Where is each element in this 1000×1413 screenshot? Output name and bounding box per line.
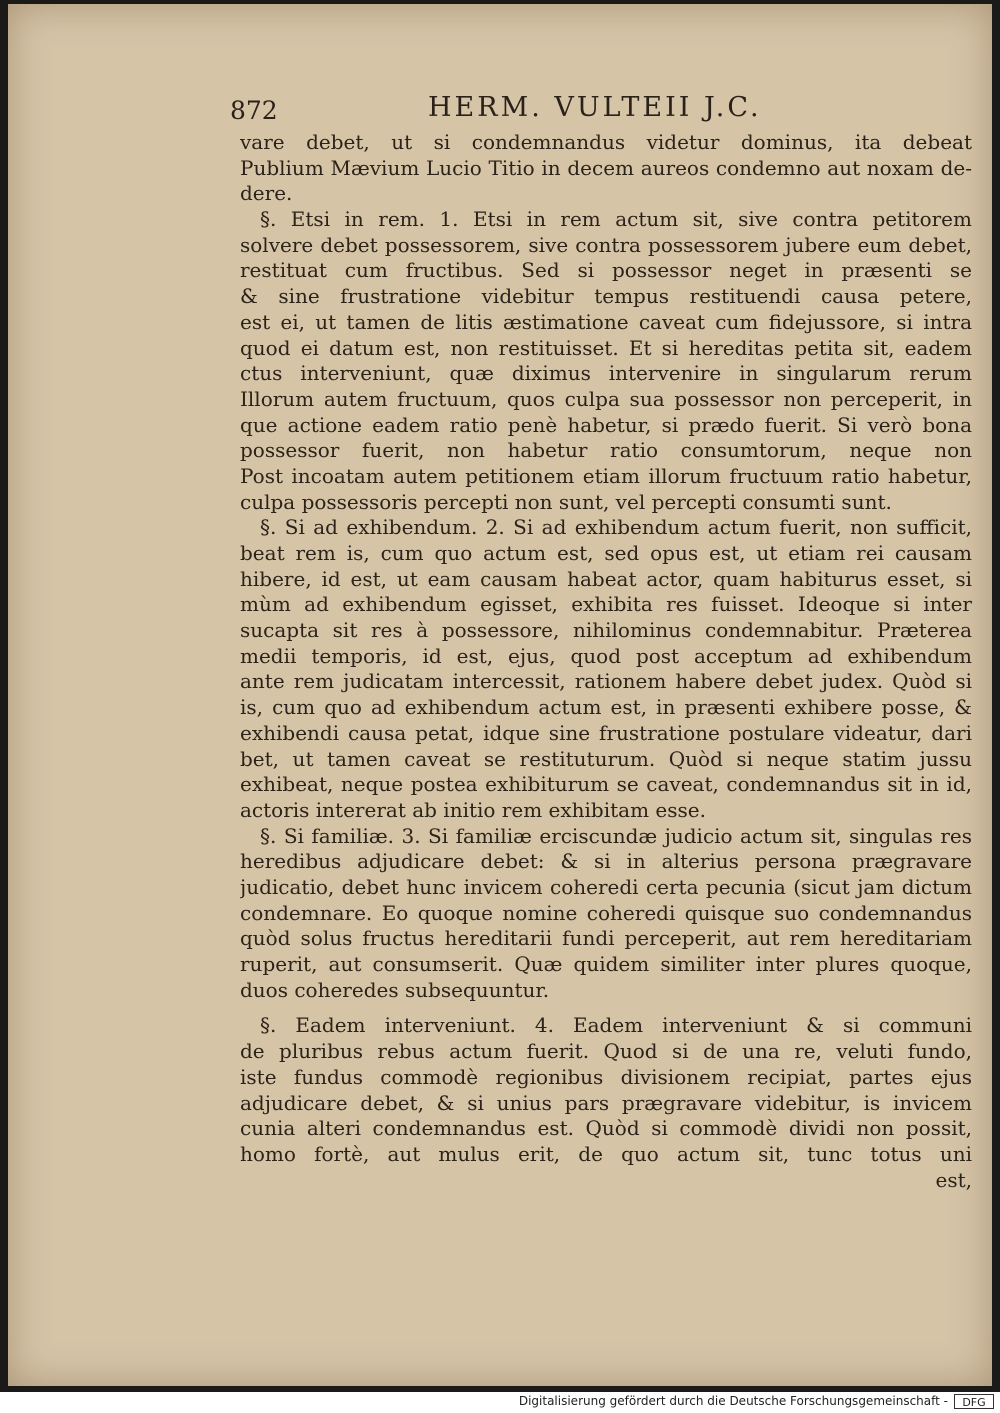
text-line: que actione eadem ratio penè habetur, si prædo fuerit. Si verò bona xyxy=(240,412,972,437)
text-line: iste fundus commodè regionibus divisionem recipiat, partes ejus xyxy=(240,1064,972,1089)
text-line: Publium Mævium Lucio Titio in decem aureos condemno aut noxam de- xyxy=(240,155,972,180)
text-line: §. Si ad exhibendum. 2. Si ad exhibendum actum fuerit, non sufficit, xyxy=(260,515,972,540)
text-line: duos coheredes subsequuntur. xyxy=(240,977,550,1002)
text-line: ruperit, aut consumserit. Quæ quidem similiter inter plures quoque, xyxy=(240,952,972,977)
text-line: hibere, id est, ut eam causam habeat actor, quam habiturus esset, si xyxy=(240,566,972,591)
body-text xyxy=(240,130,972,1193)
text-line: exhibeat, neque postea exhibiturum se caveat, condemnandus sit in id, xyxy=(240,772,972,797)
text-line: bet, ut tamen caveat se restituturum. Quòd si neque statim jussu xyxy=(240,746,972,771)
text-line: ante rem judicatam intercessit, rationem habere debet judex. Quòd si xyxy=(240,669,972,694)
text-line: vare debet, ut si condemnandus videtur dominus, ita debeat xyxy=(240,130,972,154)
text-line: beat rem is, cum quo actum est, sed opus est, ut etiam rei causam xyxy=(240,541,972,566)
text-line: sucapta sit res à possessore, nihilominus condemnabitur. Præterea xyxy=(240,618,972,643)
text-line: actoris intererat ab initio rem exhibitam esse. xyxy=(240,797,706,822)
text-line: solvere debet possessorem, sive contra possessorem jubere eum debet, xyxy=(240,232,972,257)
text-line: restituat cum fructibus. Sed si possessor neget in præsenti se xyxy=(240,258,972,283)
text-line: ctus interveniunt, quæ diximus intervenire in singularum rerum xyxy=(240,361,972,386)
paragraph-gap xyxy=(240,1003,972,1013)
text-line: & sine frustratione videbitur tempus restituendi causa petere, xyxy=(240,284,972,309)
text-line: possessor fuerit, non habetur ratio consumtorum, neque non xyxy=(240,438,972,463)
text-line: §. Eadem interveniunt. 4. Eadem interveniunt & si communi xyxy=(260,1013,972,1038)
footer-bar xyxy=(0,1392,1000,1413)
text-line: culpa possessoris percepti non sunt, vel percepti consumti sunt. xyxy=(240,489,892,514)
text-line: quod ei datum est, non restituisset. Et si hereditas petita sit, eadem xyxy=(240,335,972,360)
text-line: judicatio, debet hunc invicem coheredi certa pecunia (sicut jam dictum xyxy=(240,874,972,899)
page-header xyxy=(230,92,950,132)
page-number: 872 xyxy=(230,96,278,125)
text-line: Illorum autem fructuum, quos culpa sua possessor non perceperit, in xyxy=(240,386,972,411)
text-line: est ei, ut tamen de litis æstimatione caveat cum fidejussore, si intra xyxy=(240,309,972,334)
text-line: condemnare. Eo quoque nomine coheredi quisque suo condemnandus xyxy=(240,900,972,925)
running-head: HERM. VULTEII J.C. xyxy=(428,92,762,123)
text-line: dere. xyxy=(240,181,293,206)
text-line: adjudicare debet, & si unius pars prægravare videbitur, is invicem xyxy=(240,1090,972,1115)
text-line: mùm ad exhibendum egisset, exhibita res fuisset. Ideoque si inter xyxy=(240,592,972,617)
text-line: exhibendi causa petat, idque sine frustratione postulare videatur, dari xyxy=(240,720,972,745)
text-line: is, cum quo ad exhibendum actum est, in præsenti exhibere posse, & xyxy=(240,695,972,720)
text-line: quòd solus fructus hereditarii fundi perceperit, aut rem hereditariam xyxy=(240,926,972,951)
dfg-logo: DFG xyxy=(954,1394,994,1409)
text-line: cunia alteri condemnandus est. Quòd si commodè dividi non possit, xyxy=(240,1116,972,1141)
text-line: heredibus adjudicare debet: & si in alterius persona prægravare xyxy=(240,849,972,874)
text-line: homo fortè, aut mulus erit, de quo actum sit, tunc totus uni xyxy=(240,1141,972,1166)
text-line: §. Etsi in rem. 1. Etsi in rem actum sit, sive contra petitorem xyxy=(260,207,972,232)
text-line: est, xyxy=(935,1167,972,1192)
text-line: Post incoatam autem petitionem etiam illorum fructuum ratio habetur, xyxy=(240,463,972,488)
text-line: §. Si familiæ. 3. Si familiæ erciscundæ judicio actum sit, singulas res xyxy=(260,823,972,848)
text-line: de pluribus rebus actum fuerit. Quod si de una re, veluti fundo, xyxy=(240,1039,972,1064)
funding-credit: Digitalisierung gefördert durch die Deutsche Forschungsgemeinschaft - xyxy=(518,1394,948,1408)
text-line: medii temporis, id est, ejus, quod post acceptum ad exhibendum xyxy=(240,643,972,668)
